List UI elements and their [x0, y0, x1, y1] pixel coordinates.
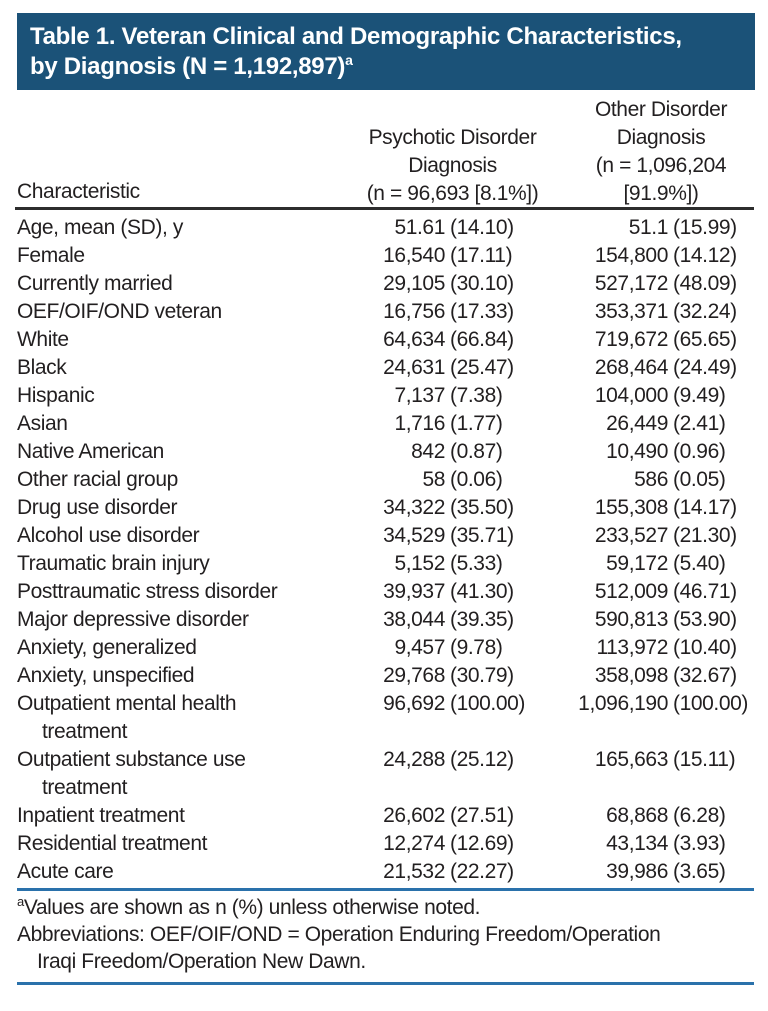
other-n-cell: 68,868 [606, 804, 668, 827]
column-header-line: Other Disorder [594, 98, 728, 121]
psychotic-n-cell: 24,288 [383, 748, 445, 771]
psychotic-pct-cell: (0.06) [450, 468, 503, 491]
psychotic-n-cell: 1,716 [394, 412, 445, 435]
characteristic-cell [17, 382, 372, 410]
other-pct-cell: (48.09) [673, 272, 737, 295]
psychotic-n-cell: 16,756 [383, 300, 445, 323]
characteristic-label: Posttraumatic stress disorder [17, 580, 278, 603]
psychotic-pct-cell: (14.10) [450, 216, 514, 239]
footnote-abbreviations [17, 921, 754, 975]
psychotic-pct-cell: (7.38) [450, 384, 503, 407]
other-pct-cell: (9.49) [673, 384, 726, 407]
other-n-cell: 358,098 [594, 664, 668, 687]
characteristic-cell [17, 410, 372, 438]
characteristic-cell [17, 214, 372, 242]
characteristic-cell [17, 354, 372, 382]
other-n-cell: 1,096,190 [578, 692, 668, 715]
psychotic-pct-cell: (0.87) [450, 440, 503, 463]
psychotic-pct-cell: (9.78) [450, 636, 503, 659]
characteristic-cell [17, 270, 372, 298]
other-n-cell: 233,527 [594, 524, 668, 547]
column-header-other-disorder [550, 96, 768, 208]
characteristic-cell [17, 298, 372, 326]
footnote-abbrev-line-1: Abbreviations: OEF/OIF/OND = Operation Enduring Freedom/Operation [17, 923, 661, 946]
characteristic-label-continuation: treatment [42, 776, 128, 799]
other-n-cell: 10,490 [606, 440, 668, 463]
psychotic-n-cell: 96,692 [383, 692, 445, 715]
header-rule [15, 207, 754, 210]
psychotic-n-cell: 29,105 [383, 272, 445, 295]
column-header-line: Diagnosis [408, 154, 497, 177]
other-pct-cell: (21.30) [673, 524, 737, 547]
other-n-cell: 719,672 [594, 328, 668, 351]
table-row [17, 298, 754, 326]
footnote-a-text: Values are shown as n (%) unless otherwise noted. [23, 896, 481, 919]
characteristic-cell [17, 550, 372, 578]
column-header-line: [91.9%]) [623, 182, 699, 205]
characteristic-cell [17, 242, 372, 270]
other-pct-cell: (14.12) [673, 244, 737, 267]
psychotic-pct-cell: (1.77) [450, 412, 503, 435]
characteristic-cell [17, 522, 372, 550]
characteristic-cell [17, 858, 372, 886]
psychotic-n-cell: 51.61 [394, 216, 445, 239]
other-n-cell: 527,172 [594, 272, 668, 295]
characteristic-label: Outpatient mental health [17, 692, 237, 715]
characteristic-cell [17, 634, 372, 662]
characteristic-cell [17, 662, 372, 690]
table-row [17, 830, 754, 858]
psychotic-pct-cell: (25.47) [450, 356, 514, 379]
table-title-bar [17, 13, 755, 90]
characteristic-cell [17, 326, 372, 354]
psychotic-pct-cell: (35.71) [450, 524, 514, 547]
table-row [17, 410, 754, 438]
characteristic-cell [17, 690, 372, 746]
other-n-cell: 155,308 [594, 496, 668, 519]
column-header-line: (n = 96,693 [8.1%]) [366, 182, 539, 205]
psychotic-pct-cell: (5.33) [450, 552, 503, 575]
title-footnote-marker: a [345, 52, 353, 68]
table-title-line-2 [30, 52, 741, 82]
other-n-cell: 43,134 [606, 832, 668, 855]
psychotic-pct-cell: (17.33) [450, 300, 514, 323]
characteristic-label-continuation: treatment [42, 720, 128, 743]
table-row [17, 522, 754, 550]
psychotic-n-cell: 29,768 [383, 664, 445, 687]
other-n-cell: 165,663 [594, 748, 668, 771]
other-n-cell: 113,972 [596, 636, 668, 659]
psychotic-n-cell: 21,532 [383, 860, 445, 883]
characteristic-label: Age, mean (SD), y [17, 216, 183, 239]
characteristic-label: Anxiety, generalized [17, 636, 197, 659]
psychotic-pct-cell: (22.27) [450, 860, 514, 883]
column-header-psychotic-disorder [330, 124, 575, 208]
other-pct-cell: (53.90) [673, 608, 737, 631]
characteristic-label: Traumatic brain injury [17, 552, 210, 575]
characteristic-cell [17, 802, 372, 830]
other-n-cell: 353,371 [594, 300, 668, 323]
psychotic-pct-cell: (27.51) [450, 804, 514, 827]
characteristic-label: Other racial group [17, 468, 178, 491]
table-row [17, 690, 754, 746]
table-row [17, 634, 754, 662]
psychotic-n-cell: 58 [422, 468, 445, 491]
characteristic-cell [17, 438, 372, 466]
other-pct-cell: (100.00) [673, 692, 749, 715]
characteristic-label: Black [17, 356, 67, 379]
other-pct-cell: (46.71) [673, 580, 737, 603]
column-header-line: (n = 1,096,204 [595, 154, 727, 177]
table-row [17, 354, 754, 382]
other-pct-cell: (15.11) [673, 748, 736, 771]
table-row [17, 382, 754, 410]
figure-bottom-rule [17, 982, 754, 985]
other-pct-cell: (32.24) [673, 300, 737, 323]
column-header-row [0, 93, 768, 208]
other-n-cell: 26,449 [606, 412, 668, 435]
other-pct-cell: (15.99) [673, 216, 737, 239]
psychotic-pct-cell: (39.35) [450, 608, 514, 631]
characteristic-cell [17, 746, 372, 802]
table-row [17, 662, 754, 690]
footnote-abbrev-line-2: Iraqi Freedom/Operation New Dawn. [37, 950, 366, 973]
table-row [17, 858, 754, 886]
other-pct-cell: (5.40) [673, 552, 726, 575]
other-n-cell: 590,813 [594, 608, 668, 631]
psychotic-pct-cell: (100.00) [450, 692, 526, 715]
table-row [17, 438, 754, 466]
table-title-line-1 [30, 22, 741, 52]
psychotic-n-cell: 64,634 [383, 328, 445, 351]
column-header-line: Psychotic Disorder [368, 126, 537, 149]
characteristic-label: Native American [17, 440, 164, 463]
psychotic-pct-cell: (25.12) [450, 748, 514, 771]
psychotic-n-cell: 39,937 [383, 580, 445, 603]
table-row [17, 242, 754, 270]
psychotic-n-cell: 16,540 [383, 244, 445, 267]
other-pct-cell: (6.28) [673, 804, 726, 827]
other-pct-cell: (0.05) [673, 468, 726, 491]
table-title-text: Table 1. Veteran Clinical and Demographic Characteristics, [30, 23, 682, 50]
characteristic-label: Hispanic [17, 384, 95, 407]
other-n-cell: 512,009 [594, 580, 668, 603]
column-header-line: Diagnosis [616, 126, 706, 149]
characteristic-label: Alcohol use disorder [17, 524, 200, 547]
table-row [17, 746, 754, 802]
other-pct-cell: (10.40) [673, 636, 737, 659]
characteristic-label: White [17, 328, 69, 351]
characteristic-label: Anxiety, unspecified [17, 664, 195, 687]
table-title-text: by Diagnosis (N = 1,192,897) [30, 53, 346, 80]
footnote-a-marker: a [17, 894, 24, 909]
other-pct-cell: (14.17) [673, 496, 737, 519]
other-pct-cell: (0.96) [673, 440, 726, 463]
characteristic-label: OEF/OIF/OND veteran [17, 300, 222, 323]
table-row [17, 550, 754, 578]
other-n-cell: 51.1 [628, 216, 668, 239]
characteristic-label: Acute care [17, 860, 114, 883]
other-n-cell: 104,000 [594, 384, 668, 407]
table-row [17, 326, 754, 354]
other-n-cell: 586 [634, 468, 668, 491]
other-pct-cell: (3.93) [673, 832, 726, 855]
psychotic-n-cell: 34,322 [383, 496, 445, 519]
psychotic-n-cell: 7,137 [394, 384, 445, 407]
other-n-cell: 59,172 [606, 552, 668, 575]
other-pct-cell: (2.41) [673, 412, 726, 435]
table-row [17, 578, 754, 606]
table-row [17, 466, 754, 494]
characteristic-label: Inpatient treatment [17, 804, 185, 827]
characteristic-label: Outpatient substance use [17, 748, 246, 771]
psychotic-pct-cell: (30.10) [450, 272, 514, 295]
characteristic-cell [17, 606, 372, 634]
psychotic-n-cell: 842 [411, 440, 445, 463]
psychotic-n-cell: 9,457 [394, 636, 445, 659]
other-pct-cell: (24.49) [673, 356, 737, 379]
other-n-cell: 39,986 [606, 860, 668, 883]
characteristic-label: Major depressive disorder [17, 608, 249, 631]
psychotic-n-cell: 12,274 [383, 832, 445, 855]
column-header-characteristic: Characteristic [17, 180, 140, 203]
psychotic-n-cell: 34,529 [383, 524, 445, 547]
footnotes [17, 894, 754, 975]
psychotic-n-cell: 26,602 [383, 804, 445, 827]
table-content [17, 214, 754, 985]
psychotic-pct-cell: (35.50) [450, 496, 514, 519]
footnote-a [17, 894, 754, 921]
table-row [17, 214, 754, 242]
table-row [17, 270, 754, 298]
table-row [17, 494, 754, 522]
other-pct-cell: (3.65) [673, 860, 726, 883]
psychotic-pct-cell: (17.11) [450, 244, 513, 267]
characteristic-cell [17, 578, 372, 606]
psychotic-pct-cell: (12.69) [450, 832, 514, 855]
psychotic-n-cell: 24,631 [383, 356, 445, 379]
table-body [17, 214, 754, 886]
characteristic-label: Currently married [17, 272, 173, 295]
psychotic-pct-cell: (66.84) [450, 328, 514, 351]
characteristic-label: Asian [17, 412, 68, 435]
psychotic-n-cell: 38,044 [383, 608, 445, 631]
table-row [17, 606, 754, 634]
characteristic-cell [17, 494, 372, 522]
psychotic-pct-cell: (41.30) [450, 580, 514, 603]
table-bottom-rule [17, 888, 754, 891]
other-n-cell: 268,464 [594, 356, 668, 379]
other-pct-cell: (65.65) [673, 328, 737, 351]
characteristic-cell [17, 466, 372, 494]
other-n-cell: 154,800 [594, 244, 668, 267]
characteristic-label: Female [17, 244, 85, 267]
psychotic-n-cell: 5,152 [394, 552, 445, 575]
characteristic-label: Drug use disorder [17, 496, 178, 519]
characteristic-cell [17, 830, 372, 858]
table-row [17, 802, 754, 830]
psychotic-pct-cell: (30.79) [450, 664, 514, 687]
other-pct-cell: (32.67) [673, 664, 737, 687]
characteristic-label: Residential treatment [17, 832, 208, 855]
